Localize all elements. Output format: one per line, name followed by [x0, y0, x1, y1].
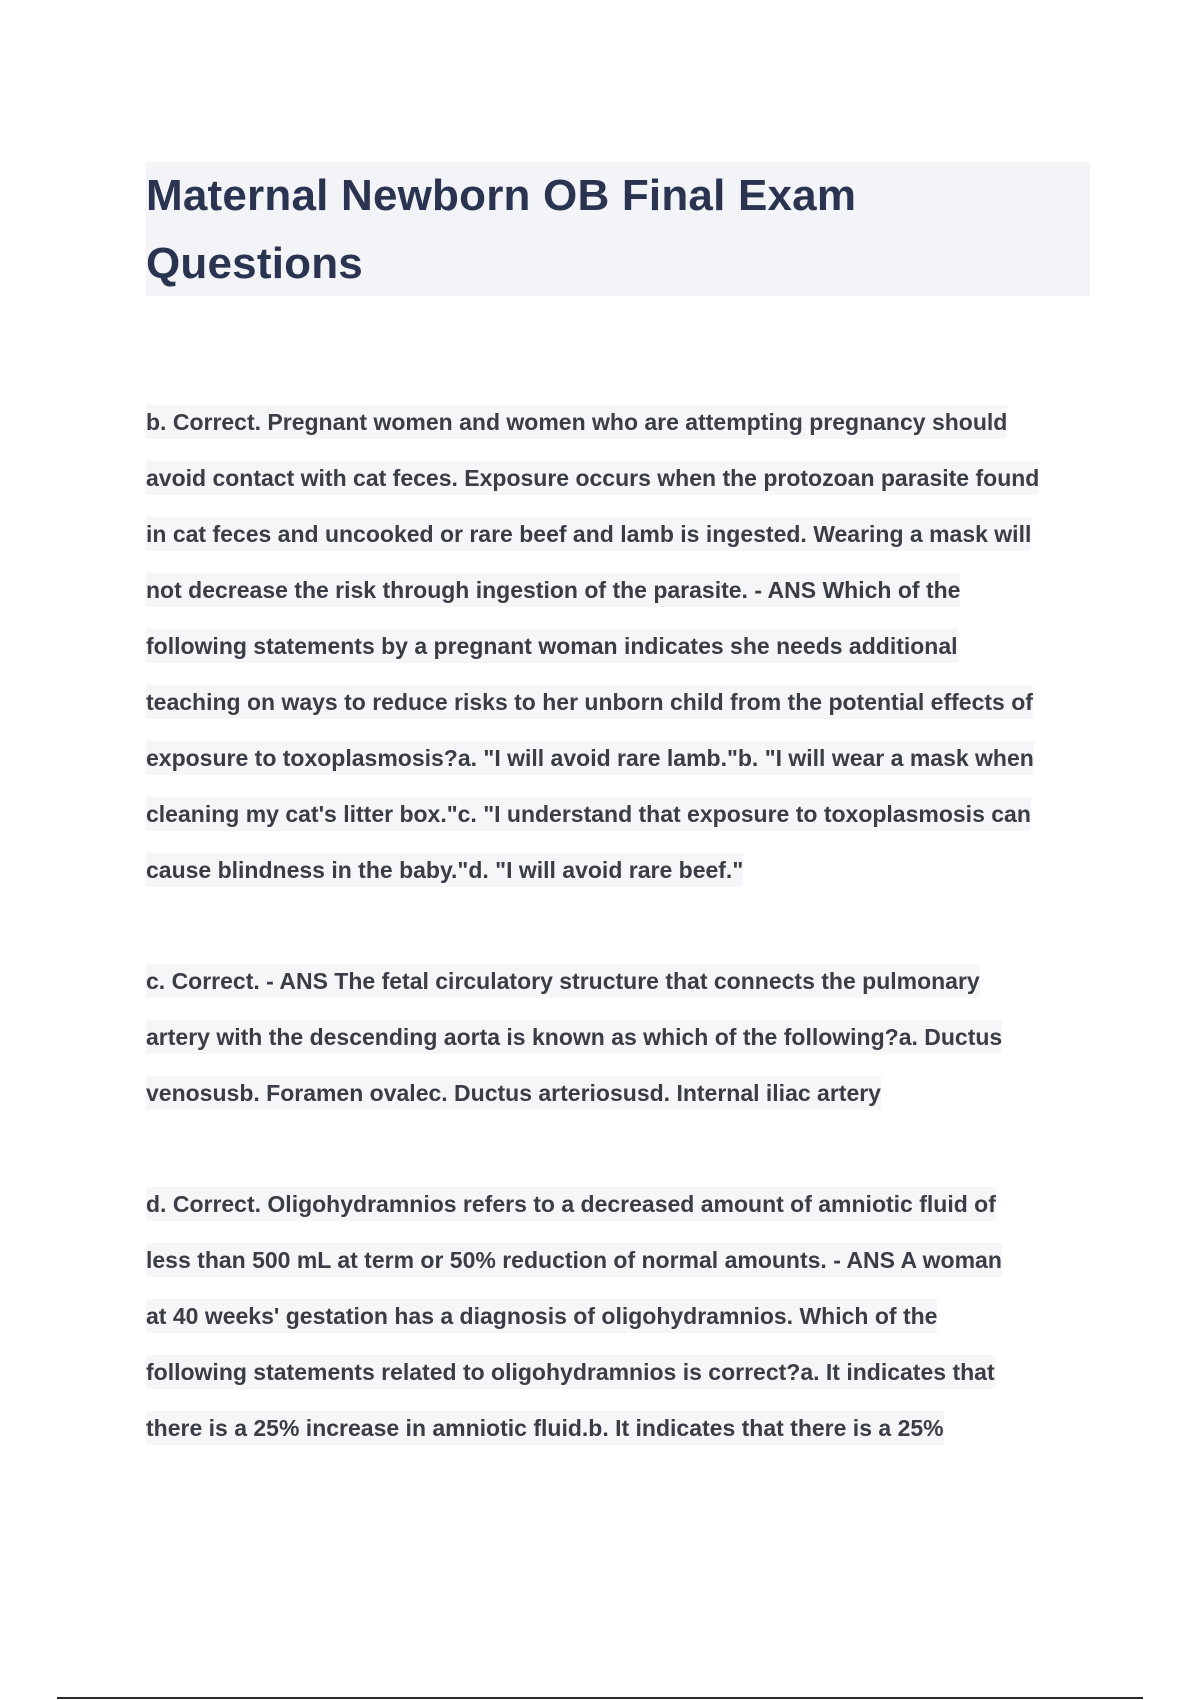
text-line: artery with the descending aorta is known as which of the following?a. Ductus [146, 1020, 1002, 1054]
title-block [146, 162, 1090, 296]
page-bottom-rule [57, 1697, 1143, 1699]
qa-entry-toxoplasmosis [146, 394, 1106, 898]
text-line: not decrease the risk through ingestion of the parasite. - ANS Which of the [146, 573, 960, 607]
text-line: d. Correct. Oligohydramnios refers to a decreased amount of amniotic fluid of [146, 1187, 996, 1221]
text-line: in cat feces and uncooked or rare beef and lamb is ingested. Wearing a mask will [146, 517, 1031, 551]
document-title-line-1: Maternal Newborn OB Final Exam [146, 171, 857, 220]
text-line: avoid contact with cat feces. Exposure occurs when the protozoan parasite found [146, 461, 1039, 495]
text-line: cleaning my cat's litter box."c. "I understand that exposure to toxoplasmosis can [146, 797, 1031, 831]
text-line: cause blindness in the baby."d. "I will avoid rare beef." [146, 853, 743, 887]
qa-entry-ductus-arteriosus [146, 953, 1106, 1121]
text-line: following statements by a pregnant woman indicates she needs additional [146, 629, 958, 663]
text-line: b. Correct. Pregnant women and women who are attempting pregnancy should [146, 405, 1007, 439]
text-line: c. Correct. - ANS The fetal circulatory structure that connects the pulmonary [146, 964, 980, 998]
text-line: there is a 25% increase in amniotic fluid.b. It indicates that there is a 25% [146, 1411, 944, 1445]
document-title [146, 162, 1090, 298]
document-body [146, 394, 1106, 1456]
text-line: exposure to toxoplasmosis?a. "I will avoid rare lamb."b. "I will wear a mask when [146, 741, 1034, 775]
text-line: teaching on ways to reduce risks to her unborn child from the potential effects of [146, 685, 1033, 719]
text-line: at 40 weeks' gestation has a diagnosis of oligohydramnios. Which of the [146, 1299, 937, 1333]
document-title-line-2: Questions [146, 239, 363, 288]
text-line: less than 500 mL at term or 50% reduction of normal amounts. - ANS A woman [146, 1243, 1002, 1277]
text-line: following statements related to oligohydramnios is correct?a. It indicates that [146, 1355, 995, 1389]
text-line: venosusb. Foramen ovalec. Ductus arteriosusd. Internal iliac artery [146, 1076, 881, 1110]
qa-entry-oligohydramnios [146, 1176, 1106, 1456]
